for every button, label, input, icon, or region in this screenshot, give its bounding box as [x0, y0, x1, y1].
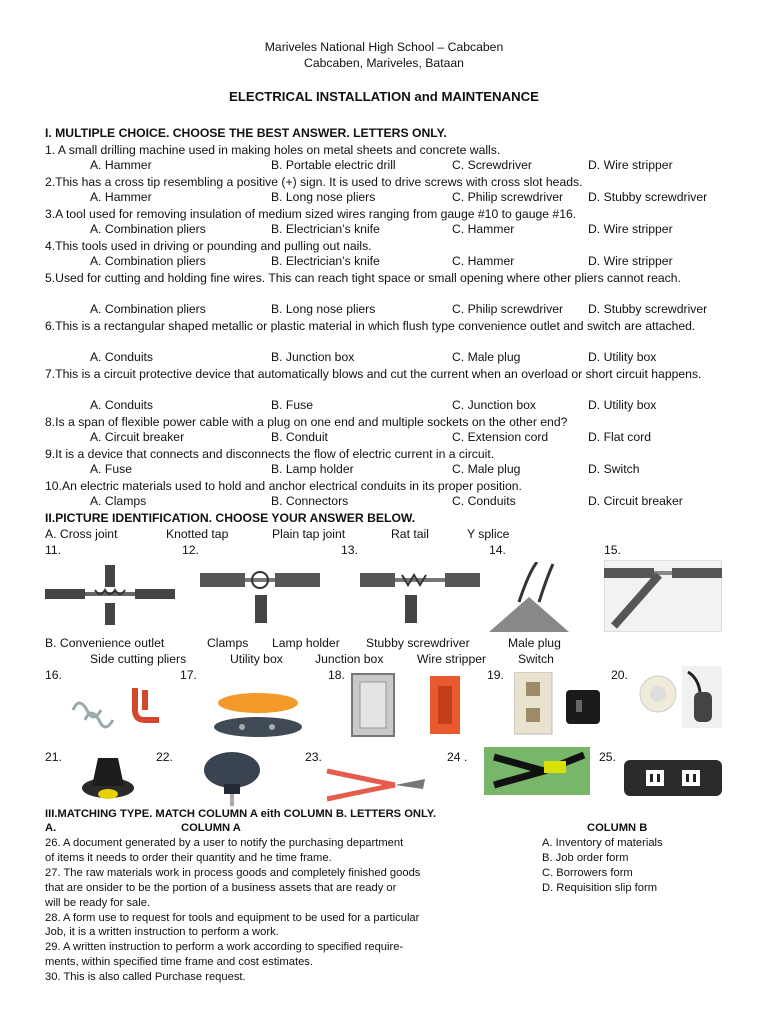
question-6-option-c: C. Male plug: [452, 350, 521, 364]
question-8-option-d: D. Flat cord: [588, 430, 651, 444]
part3-heading: III.MATCHING TYPE. MATCH COLUMN A eith COLUMN B. LETTERS ONLY.: [45, 808, 437, 820]
choice-b-4: Male plug: [508, 636, 561, 650]
plain-tap-joint-image: [360, 565, 480, 625]
choice-a-0: A. Cross joint: [45, 527, 118, 541]
question-1-option-c: C. Screwdriver: [452, 158, 532, 172]
column-b-item: B. Job order form: [542, 852, 629, 864]
pic-number-21: 21.: [45, 750, 62, 764]
question-6: 6.This is a rectangular shaped metallic or plastic material in which flush type convenience outlet and switch are attached.: [45, 319, 696, 333]
lamp-holder-male-plug-image: [636, 666, 722, 728]
column-b-item: D. Requisition slip form: [542, 882, 658, 894]
choice-a-3: Rat tail: [391, 527, 429, 541]
pic-number-19: 19.: [487, 668, 504, 682]
choice-b-9: Switch: [518, 652, 554, 666]
convenience-outlet-image: [624, 754, 722, 800]
part2-heading: II.PICTURE IDENTIFICATION. CHOOSE YOUR ANSWER BELOW.: [45, 511, 416, 525]
question-5-option-c: C. Philip screwdriver: [452, 302, 564, 316]
choice-a-1: Knotted tap: [166, 527, 229, 541]
pic-number-25: 25.: [599, 750, 616, 764]
choice-b-8: Wire stripper: [417, 652, 487, 666]
choice-b-2: Lamp holder: [272, 636, 340, 650]
question-3-option-d: D. Wire stripper: [588, 222, 673, 236]
question-9-option-a: A. Fuse: [90, 462, 132, 476]
pic-number-13: 13.: [341, 543, 358, 557]
question-2-option-c: C. Philip screwdriver: [452, 190, 564, 204]
column-b-title: COLUMN B: [587, 822, 648, 834]
question-10-option-b: B. Connectors: [271, 494, 349, 508]
question-10-option-a: A. Clamps: [90, 494, 147, 508]
question-4-option-c: C. Hammer: [452, 254, 515, 268]
question-5-option-d: D. Stubby screwdriver: [588, 302, 708, 316]
question-2-option-b: B. Long nose pliers: [271, 190, 376, 204]
question-9: 9.It is a device that connects and disconnects the flow of electric current in a circuit.: [45, 447, 495, 461]
question-5: 5.Used for cutting and holding fine wires. This can reach tight space or small opening where other pliers cannot reach.: [45, 271, 681, 285]
question-3-option-a: A. Combination pliers: [90, 222, 206, 236]
wire-stripper-image: [484, 747, 590, 795]
choice-b-5: Side cutting pliers: [90, 652, 187, 666]
pic-number-23: 23.: [305, 750, 322, 764]
clamps-image: [65, 680, 175, 730]
column-a-line: 30. This is also called Purchase request.: [45, 971, 246, 984]
column-a-line: Job, it is a written instruction to perform a work.: [45, 926, 279, 939]
column-a-line: 27. The raw materials work in process goods and completely finished goods: [45, 866, 421, 879]
choice-a-2: Plain tap joint: [272, 527, 346, 541]
question-2: 2.This has a cross tip resembling a positive (+) sign. It is used to drive screws with cross slot heads.: [45, 175, 583, 189]
question-9-option-b: B. Lamp holder: [271, 462, 354, 476]
pic-number-11: 11.: [45, 543, 62, 557]
y-splice-image: [604, 560, 722, 632]
column-a-line: 26. A document generated by a user to notify the purchasing department: [45, 837, 404, 849]
question-4-option-d: D. Wire stripper: [588, 254, 673, 268]
question-7: 7.This is a circuit protective device that automatically blows and cut the current when an overload or short circuit happens.: [45, 367, 702, 381]
question-7-option-b: B. Fuse: [271, 398, 313, 412]
question-4-option-a: A. Combination pliers: [90, 254, 206, 268]
column-a-line: that are onsider to be the portion of a business assets that are ready or: [45, 881, 397, 894]
question-1-option-d: D. Wire stripper: [588, 158, 673, 172]
question-5-option-a: A. Combination pliers: [90, 302, 206, 316]
choice-b-0: B. Convenience outlet: [45, 636, 165, 650]
pic-number-15: 15.: [604, 543, 621, 557]
utility-box-image: [342, 670, 472, 740]
question-1: 1. A small drilling machine used in making holes on metal sheets and concrete walls.: [45, 143, 501, 157]
part1-heading: I. MULTIPLE CHOICE. CHOOSE THE BEST ANSWER. LETTERS ONLY.: [45, 126, 447, 140]
column-a-line: ments, within specified time frame and cost estimates.: [45, 956, 313, 969]
school-address: Cabcaben, Mariveles, Bataan: [304, 56, 464, 70]
side-cutting-pliers-image: [325, 765, 430, 805]
column-b-item: C. Borrowers form: [542, 867, 633, 879]
pic-number-17: 17.: [180, 668, 197, 682]
page-title: ELECTRICAL INSTALLATION and MAINTENANCE: [229, 89, 539, 104]
column-a-prefix: A.: [45, 822, 57, 834]
column-a-line: of items it needs to order their quantity and he time frame.: [45, 851, 332, 864]
choice-b-7: Junction box: [315, 652, 384, 666]
pic-number-20: 20.: [611, 668, 628, 682]
column-a-title: COLUMN A: [181, 822, 241, 834]
column-a-line: 28. A form use to request for tools and equipment to be used for a particular: [45, 911, 420, 924]
question-2-option-a: A. Hammer: [90, 190, 152, 204]
question-10-option-d: D. Circuit breaker: [588, 494, 683, 508]
question-8-option-b: B. Conduit: [271, 430, 328, 444]
stubby-screwdriver-image: [200, 750, 266, 806]
cross-joint-image: [45, 565, 175, 625]
question-7-option-c: C. Junction box: [452, 398, 537, 412]
question-7-option-d: D. Utility box: [588, 398, 657, 412]
question-4: 4.This tools used in driving or pounding and pulling out nails.: [45, 239, 372, 253]
choice-b-6: Utility box: [230, 652, 283, 666]
choice-b-3: Stubby screwdriver: [366, 636, 470, 650]
question-8: 8.Is a span of flexible power cable with a plug on one end and multiple sockets on the other end?: [45, 415, 568, 429]
question-9-option-d: D. Switch: [588, 462, 640, 476]
question-3-option-b: B. Electrician’s knife: [271, 222, 380, 236]
question-10: 10.An electric materials used to hold and anchor electrical conduits in its proper position.: [45, 479, 522, 493]
switch-image: [514, 672, 608, 738]
school-name: Mariveles National High School – Cabcaben: [264, 40, 504, 54]
pic-number-18: 18.: [328, 668, 345, 682]
choice-b-1: Clamps: [207, 636, 249, 650]
question-8-option-a: A. Circuit breaker: [90, 430, 185, 444]
lamp-holder-image: [78, 752, 140, 804]
question-10-option-c: C. Conduits: [452, 494, 516, 508]
pic-number-12: 12.: [182, 543, 199, 557]
knotted-tap-image: [200, 565, 320, 625]
rat-tail-image: [489, 562, 599, 632]
question-9-option-c: C. Male plug: [452, 462, 521, 476]
question-3: 3.A tool used for removing insulation of medium sized wires ranging from gauge #10 to gauge #16.: [45, 207, 577, 221]
question-1-option-b: B. Portable electric drill: [271, 158, 396, 172]
pic-number-24: 24 .: [447, 750, 468, 764]
question-6-option-a: A. Conduits: [90, 350, 154, 364]
pic-number-16: 16.: [45, 668, 62, 682]
pic-number-14: 14.: [489, 543, 506, 557]
column-a-line: 29. A written instruction to perform a work according to specified require-: [45, 941, 404, 954]
question-8-option-c: C. Extension cord: [452, 430, 549, 444]
column-b-item: A. Inventory of materials: [542, 837, 663, 849]
column-a-line: will be ready for sale.: [45, 896, 151, 909]
question-6-option-d: D. Utility box: [588, 350, 657, 364]
question-4-option-b: B. Electrician’s knife: [271, 254, 380, 268]
junction-box-image: [212, 690, 304, 738]
question-1-option-a: A. Hammer: [90, 158, 152, 172]
question-3-option-c: C. Hammer: [452, 222, 515, 236]
question-7-option-a: A. Conduits: [90, 398, 154, 412]
question-5-option-b: B. Long nose pliers: [271, 302, 376, 316]
choice-a-4: Y splice: [467, 527, 510, 541]
question-6-option-b: B. Junction box: [271, 350, 355, 364]
pic-number-22: 22.: [156, 750, 173, 764]
question-2-option-d: D. Stubby screwdriver: [588, 190, 708, 204]
